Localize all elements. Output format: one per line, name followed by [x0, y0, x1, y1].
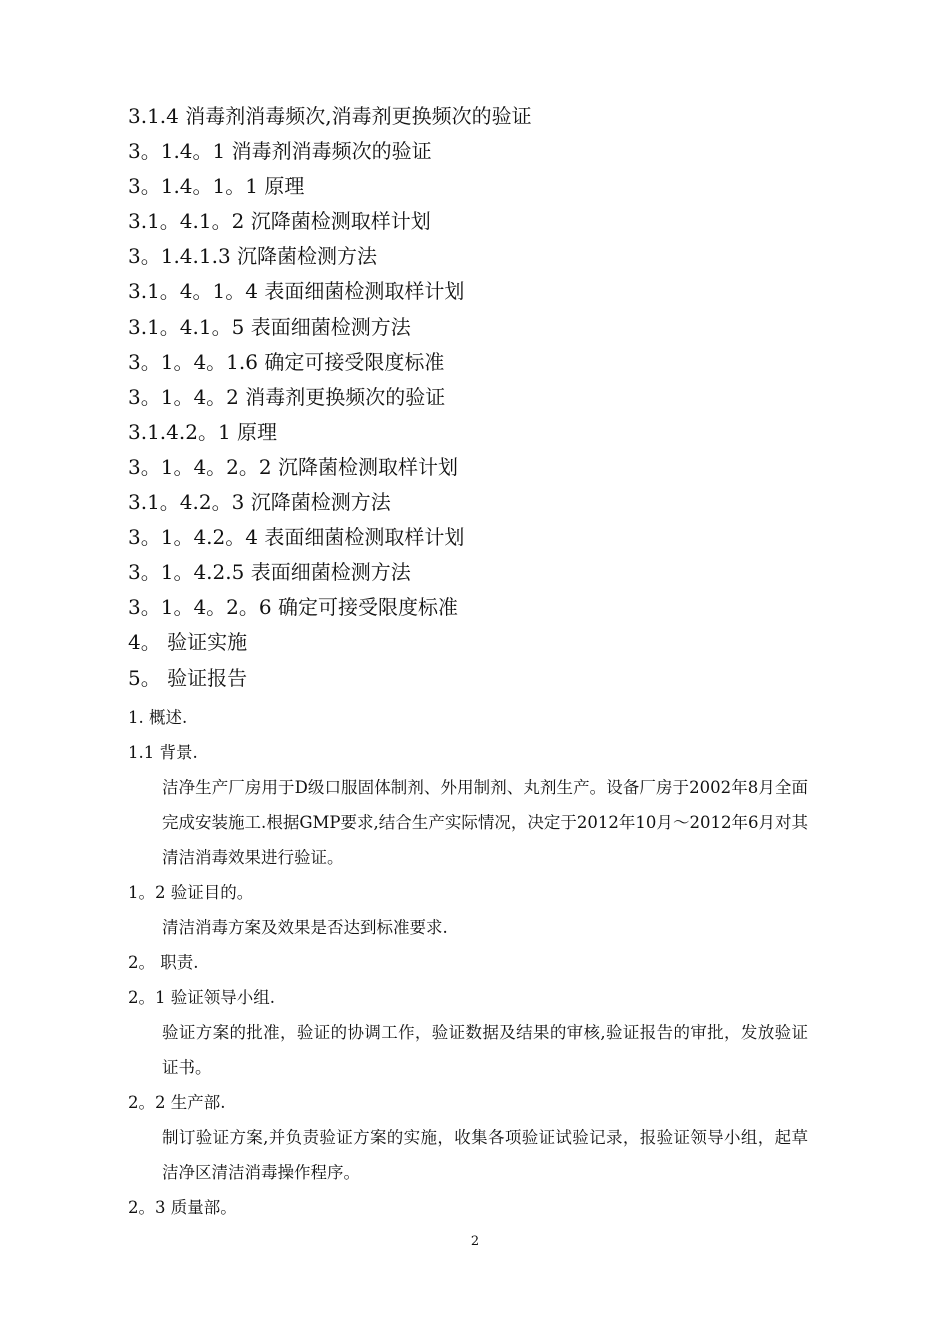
toc-line: 4。 验证实施: [128, 630, 248, 655]
toc-line: 3。1。4。2。6 确定可接受限度标准: [128, 595, 458, 620]
toc-line: 3。1。4.2.5 表面细菌检测方法: [128, 560, 411, 585]
toc-line: 3。1。4.2。4 表面细菌检测取样计划: [128, 525, 465, 550]
toc-line: 3。1。4。1.6 确定可接受限度标准: [128, 349, 445, 374]
toc-line: 3.1.4.2。1 原理: [128, 419, 278, 444]
leaders-paragraph: 验证方案的批准，验证的协调工作，验证数据及结果的审核,验证报告的审批，发放验证证书。: [162, 1023, 808, 1077]
section-heading: 1. 概述.: [128, 708, 188, 727]
production-paragraph: 制订验证方案,并负责验证方案的实施，收集各项验证试验记录，报验证领导小组，起草洁净区清洁消毒操作程序。: [162, 1128, 808, 1182]
toc-line: 5。 验证报告: [128, 665, 248, 690]
toc-line: 3.1.4 消毒剂消毒频次,消毒剂更换频次的验证: [128, 104, 532, 128]
toc-line: 3。1.4。1 消毒剂消毒频次的验证: [128, 139, 432, 164]
toc-line: 3。1。4。2 消毒剂更换频次的验证: [128, 384, 446, 409]
toc-line: 3。1.4.1.3 沉降菌检测方法: [128, 244, 378, 269]
toc-line: 3.1。4.1。5 表面细菌检测方法: [128, 314, 411, 339]
toc-line: 3.1。4.1。2 沉降菌检测取样计划: [128, 209, 431, 234]
subsection-heading: 1.1 背景.: [128, 743, 198, 762]
background-paragraph: 洁净生产厂房用于D级口服固体制剂、外用制剂、丸剂生产。设备厂房于2002年8月全面完成安装施工.根据GMP要求,结合生产实际情况，决定于2012年10月～2012年6月对其清洁消毒效果进行验证。: [162, 778, 808, 867]
table-of-contents: [128, 99, 828, 696]
subsection-heading: 1。2 验证目的。: [128, 883, 254, 902]
section-heading: 2。 职责.: [128, 953, 199, 972]
subsection-heading: 2。2 生产部.: [128, 1093, 226, 1112]
page-number: 2: [470, 1234, 480, 1249]
purpose-paragraph: 清洁消毒方案及效果是否达到标准要求.: [162, 918, 448, 937]
subsection-heading: 2。3 质量部。: [128, 1198, 237, 1217]
document-body: [128, 700, 808, 1225]
toc-line: 3。1。4。2。2 沉降菌检测取样计划: [128, 454, 458, 479]
subsection-heading: 2。1 验证领导小组.: [128, 988, 275, 1007]
toc-line: 3.1。4。1。4 表面细菌检测取样计划: [128, 279, 465, 304]
toc-line: 3。1.4。1。1 原理: [128, 174, 305, 199]
toc-line: 3.1。4.2。3 沉降菌检测方法: [128, 490, 391, 515]
